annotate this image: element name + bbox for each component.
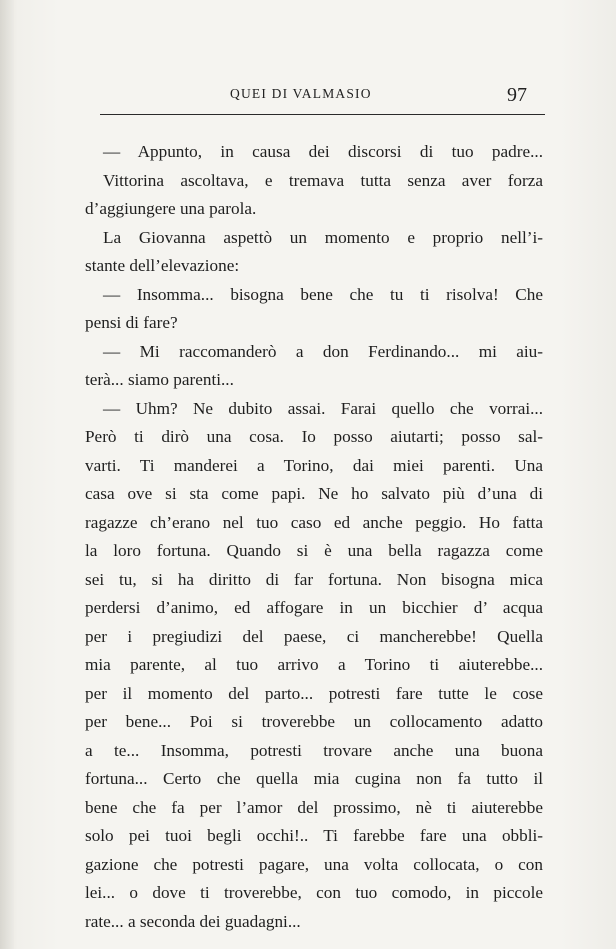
binding-shadow <box>0 0 14 949</box>
text-line: per bene... Poi si troverebbe un collocamento adatto <box>85 712 543 731</box>
text-line: mia parente, al tuo arrivo a Torino ti aiuterebbe... <box>85 655 543 674</box>
text-line: stante dell’elevazione: <box>85 256 240 275</box>
text-line: varti. Ti manderei a Torino, dai miei parenti. Una <box>85 455 543 475</box>
text-line: — Mi raccomanderò a don Ferdinando... mi aiu- <box>103 341 543 361</box>
text-line: pensi di fare? <box>85 313 178 332</box>
text-line: ragazze ch’erano nel tuo caso ed anche peggio. Ho fatta <box>85 512 543 532</box>
text-line: Però ti dirò una cosa. Io posso aiutarti; posso sal- <box>85 427 543 446</box>
text-line: — Uhm? Ne dubito assai. Farai quello che vorrai... <box>103 398 543 418</box>
text-line: lei... o dove ti troverebbe, con tuo comodo, in piccole <box>85 883 543 902</box>
text-line: per i pregiudizi del paese, ci mancherebbe! Quella <box>85 626 543 646</box>
text-line: gazione che potresti pagare, una volta collocata, o con <box>85 854 543 874</box>
text-line: per il momento del parto... potresti fare tutte le cose <box>85 683 543 703</box>
page-number: 97 <box>507 84 527 106</box>
text-line: solo pei tuoi begli occhi!.. Ti farebbe fare una obbli- <box>85 826 543 845</box>
text-line: d’aggiungere una parola. <box>85 199 257 218</box>
text-line: — Insomma... bisogna bene che tu ti risolva! Che <box>103 284 543 304</box>
text-line: fortuna... Certo che quella mia cugina non fa tutto il <box>85 769 543 788</box>
text-line: perdersi d’animo, ed affogare in un bicchier d’ acqua <box>85 598 543 617</box>
text-line: rate... a seconda dei guadagni... <box>85 911 301 931</box>
text-line: casa ove si sta come papi. Ne ho salvato più d’una di <box>85 484 543 503</box>
text-line: la loro fortuna. Quando si è una bella ragazza come <box>85 541 543 560</box>
body-text <box>85 138 543 936</box>
text-line: La Giovanna aspettò un momento e proprio nell’i- <box>103 227 543 247</box>
page-header <box>100 70 545 115</box>
running-title: QUEI DI VALMASIO <box>230 86 372 101</box>
text-line: bene che fa per l’amor del prossimo, nè ti aiuterebbe <box>85 797 543 817</box>
text-line: sei tu, si ha diritto di far fortuna. Non bisogna mica <box>85 569 543 589</box>
text-line: a te... Insomma, potresti trovare anche una buona <box>85 740 543 760</box>
text-line: — Appunto, in causa dei discorsi di tuo padre... <box>103 142 543 161</box>
text-line: terà... siamo parenti... <box>85 370 234 389</box>
text-line: Vittorina ascoltava, e tremava tutta senza aver forza <box>103 170 543 190</box>
